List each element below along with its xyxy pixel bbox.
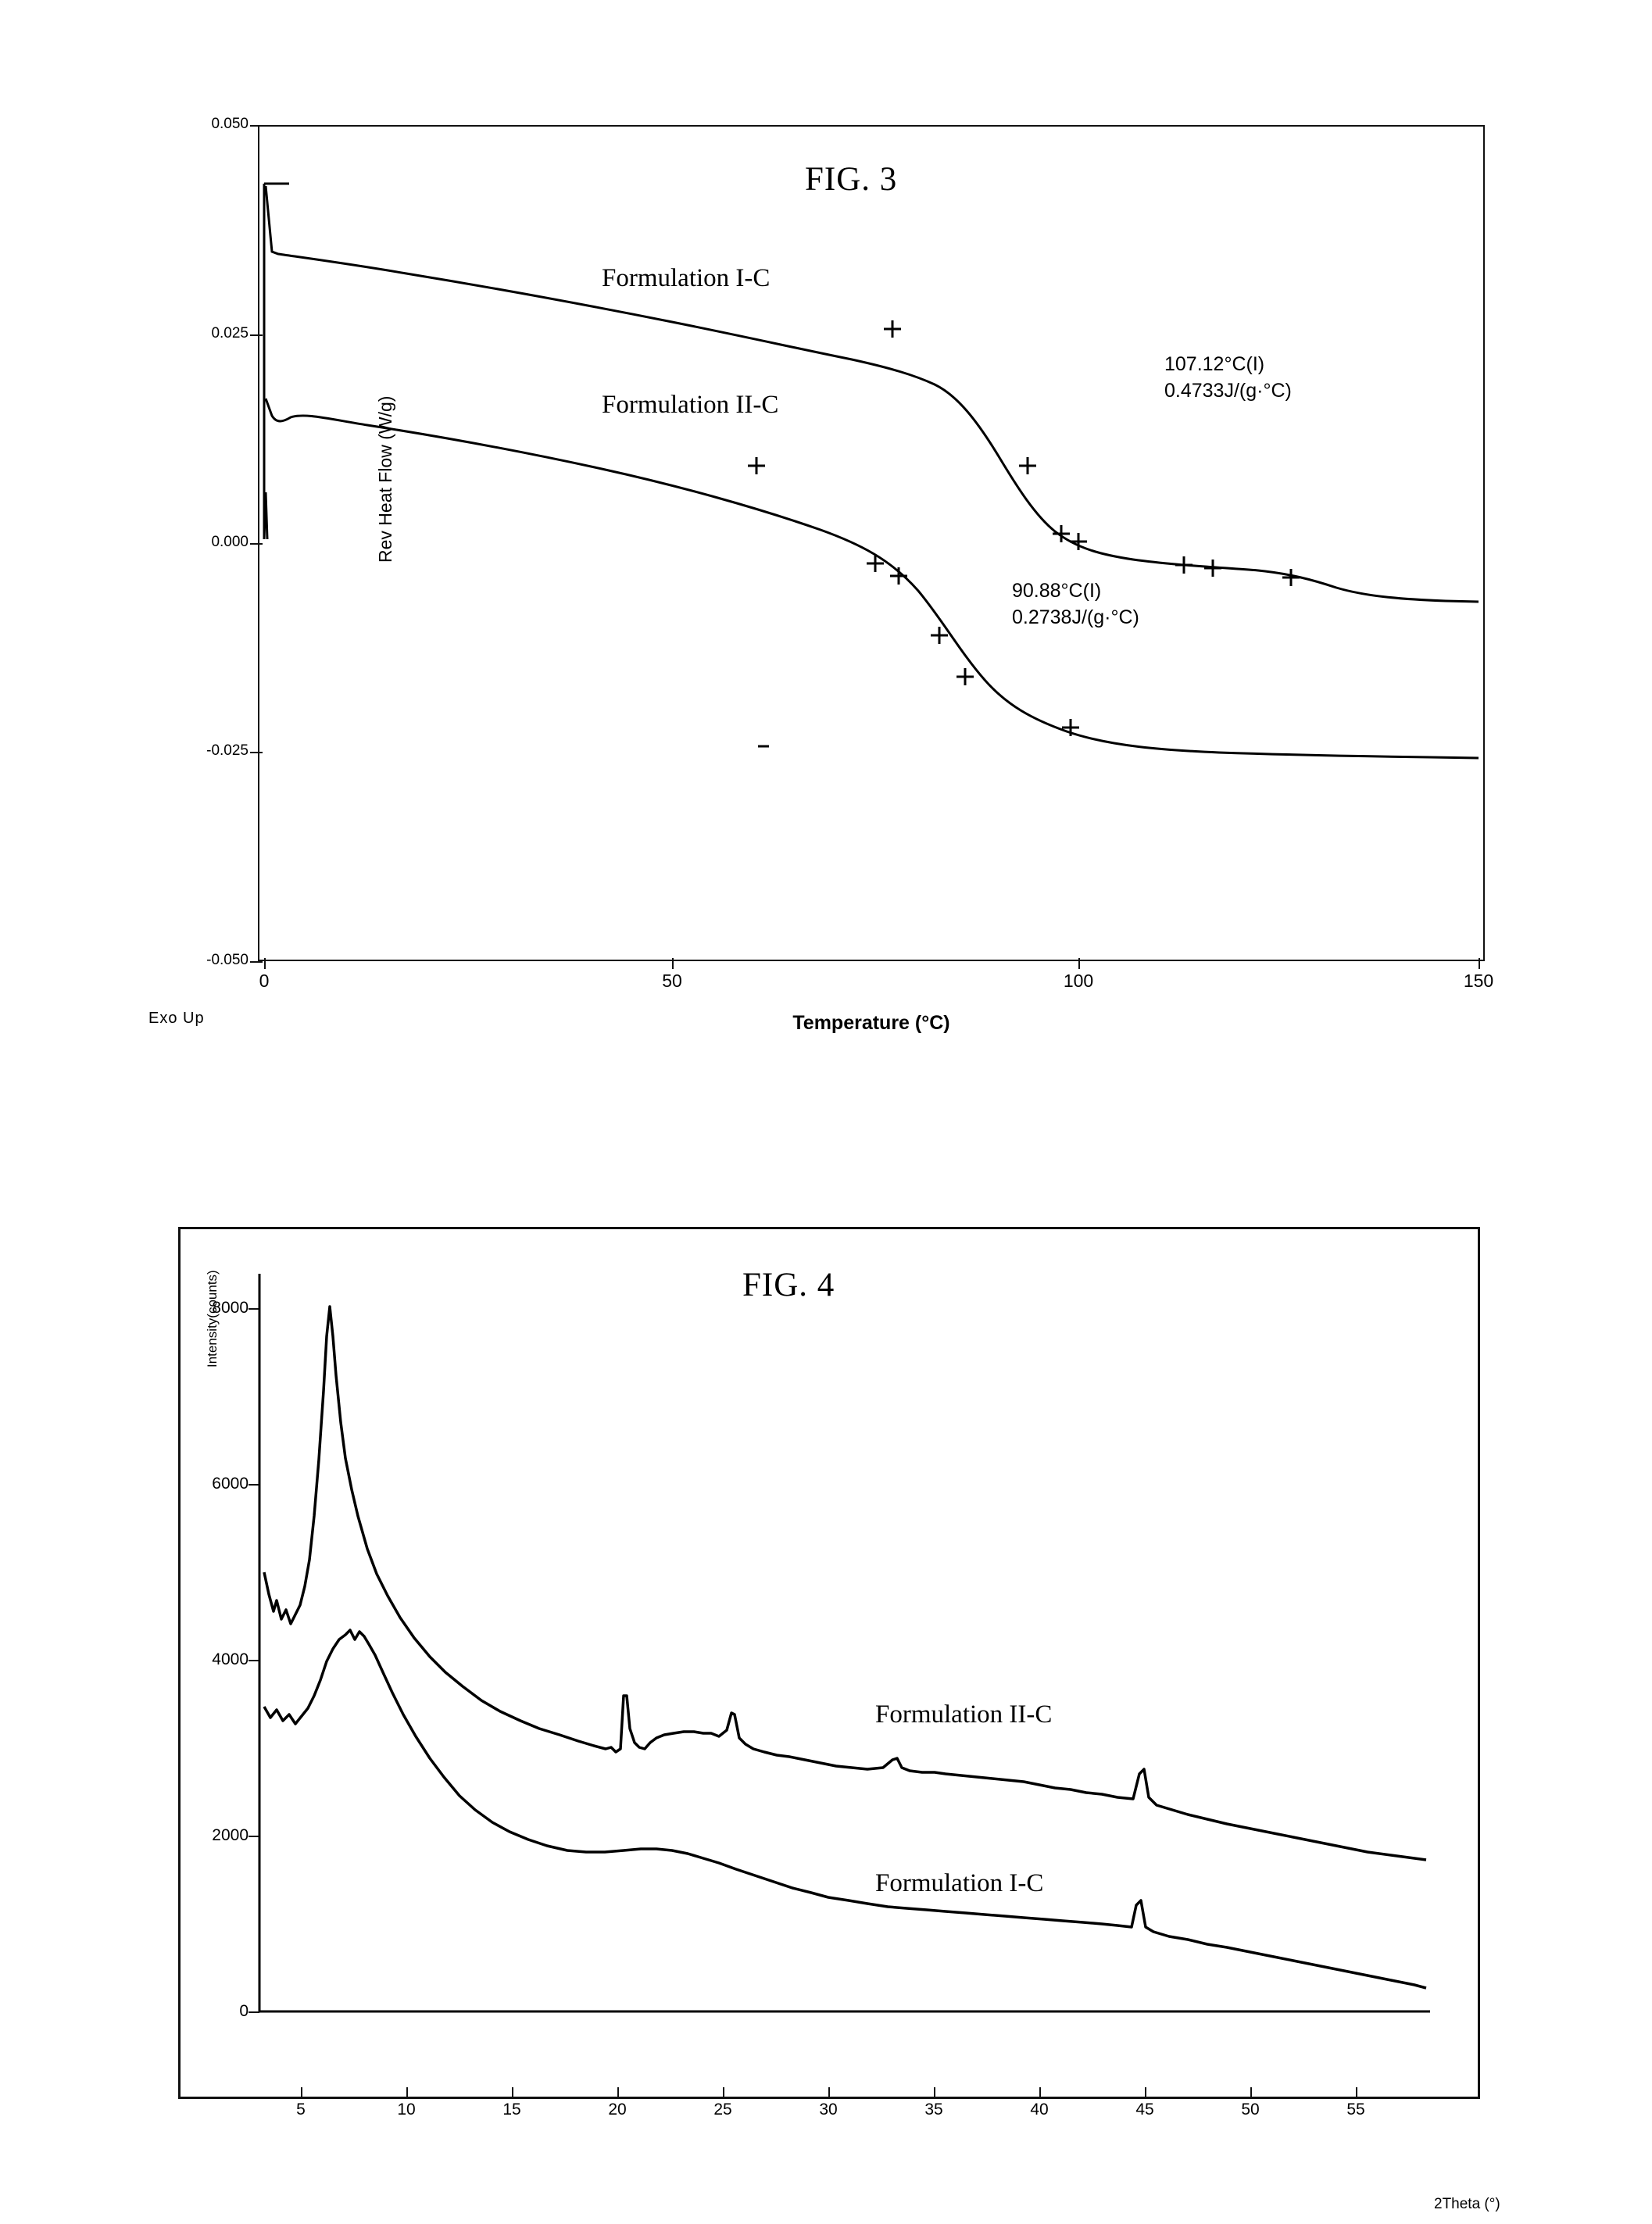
fig3-annotation-ii-c-line2: 0.2738J/(g·°C) xyxy=(1012,606,1139,628)
fig3-annotation-ii-c-line1: 90.88°C(I) xyxy=(1012,580,1102,602)
fig4-y-tick-label: 4000 xyxy=(212,1650,249,1668)
fig3-y-tick-label: -0.050 xyxy=(206,952,249,968)
fig4-x-tick-label: 25 xyxy=(713,2101,732,2119)
fig3-plot-area xyxy=(148,116,1494,1034)
fig3-annotation-i-c-line2: 0.4733J/(g·°C) xyxy=(1164,379,1292,402)
fig3-annotation-ii-c xyxy=(1012,578,1139,631)
fig4-x-tick-label: 40 xyxy=(1030,2101,1049,2119)
fig3-exo-up-note: Exo Up xyxy=(148,1010,205,1027)
fig3-annotation-i-c xyxy=(1164,352,1292,405)
fig3-curves xyxy=(258,125,1485,961)
fig3-y-tick-label: 0.050 xyxy=(211,116,249,132)
fig3-x-tick-label: 150 xyxy=(1463,971,1494,991)
fig4-x-tick-label: 20 xyxy=(608,2101,627,2119)
figure-4 xyxy=(0,1149,1652,2224)
fig4-x-tick-label: 10 xyxy=(397,2101,416,2119)
fig4-curve-formulation-ii-c xyxy=(264,1307,1426,1860)
figure-3 xyxy=(0,0,1652,1094)
fig4-x-axis-title: 2Theta (°) xyxy=(1434,2196,1500,2212)
fig4-x-tick-label: 55 xyxy=(1346,2101,1365,2119)
fig4-y-axis-title: Intensity(counts) xyxy=(205,1270,220,1368)
fig3-y-tick-label: -0.025 xyxy=(206,742,249,759)
fig3-y-tick-mark xyxy=(250,961,263,963)
fig3-y-axis-title: Rev Heat Flow (W/g) xyxy=(375,395,395,563)
fig4-x-tick-label: 45 xyxy=(1135,2101,1154,2119)
fig3-y-tick-label: 0.025 xyxy=(211,325,249,341)
fig4-x-tick-label: 15 xyxy=(502,2101,521,2119)
fig3-x-axis-title: Temperature (°C) xyxy=(792,1012,950,1034)
fig4-curve-formulation-i-c xyxy=(264,1630,1426,1988)
fig4-curves xyxy=(258,1258,1430,2090)
fig4-label-formulation-i-c: Formulation I-C xyxy=(875,1869,1044,1897)
fig4-x-tick-label: 35 xyxy=(924,2101,943,2119)
fig3-x-tick-label: 0 xyxy=(259,971,270,991)
fig3-curve-formulation-i-c xyxy=(266,186,1479,602)
fig4-x-tick-label: 50 xyxy=(1241,2101,1260,2119)
fig4-y-tick-label: 6000 xyxy=(212,1475,249,1493)
fig3-x-tick-label: 50 xyxy=(662,971,682,991)
fig3-x-tick-label: 100 xyxy=(1063,971,1094,991)
fig3-title: FIG. 3 xyxy=(805,161,898,198)
fig3-label-formulation-ii-c: Formulation II-C xyxy=(602,391,779,419)
fig4-x-tick-label: 5 xyxy=(296,2101,306,2119)
fig4-y-tick-label: 8000 xyxy=(212,1299,249,1317)
fig3-y-tick-label: 0.000 xyxy=(211,534,249,550)
fig3-annotation-i-c-line1: 107.12°C(I) xyxy=(1164,353,1265,375)
fig4-label-formulation-ii-c: Formulation II-C xyxy=(875,1700,1053,1729)
fig4-x-tick-label: 30 xyxy=(819,2101,838,2119)
fig3-label-formulation-i-c: Formulation I-C xyxy=(602,264,771,292)
fig4-y-tick-label: 0 xyxy=(239,2002,249,2020)
fig4-y-tick-label: 2000 xyxy=(212,1826,249,1844)
fig4-title: FIG. 4 xyxy=(742,1267,835,1303)
